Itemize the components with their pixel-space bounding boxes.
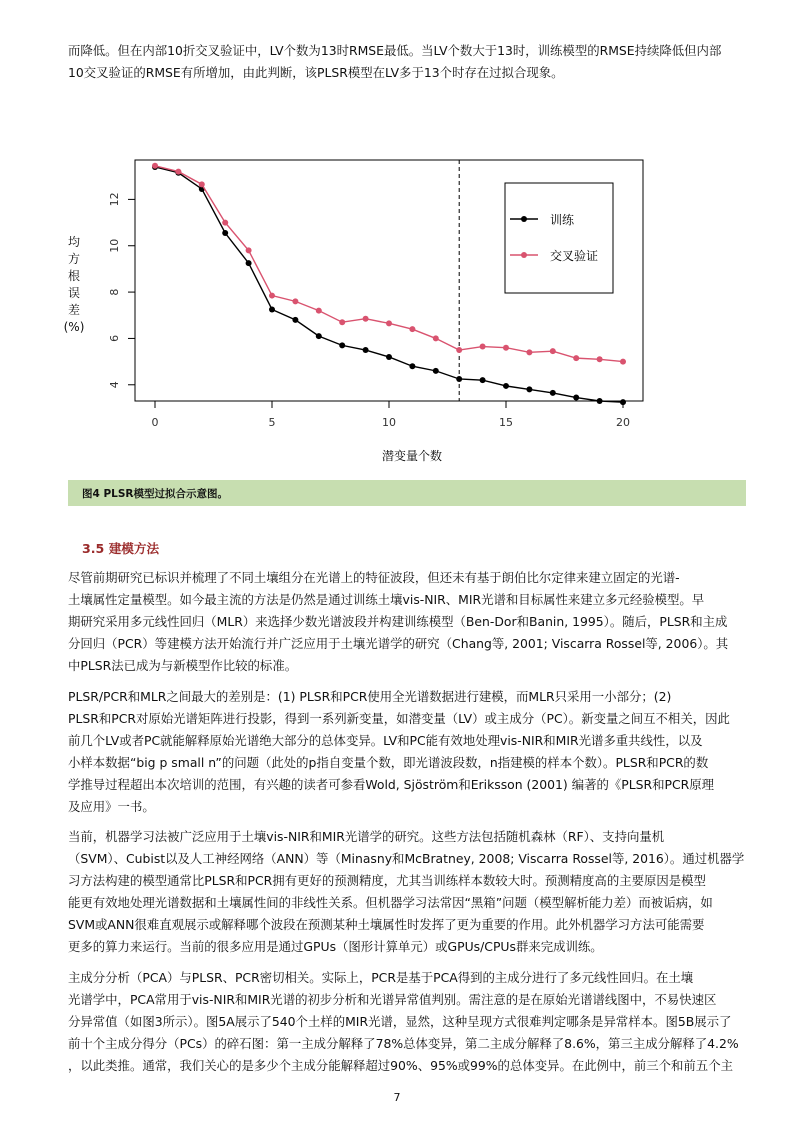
series-point-0 <box>409 363 415 369</box>
legend-marker-train <box>521 216 527 222</box>
series-point-0 <box>550 390 556 396</box>
series-point-1 <box>292 298 298 304</box>
series-point-1 <box>199 181 205 187</box>
series-point-1 <box>152 163 158 169</box>
series-point-1 <box>386 320 392 326</box>
y-axis-label-char: 方 <box>67 252 81 266</box>
series-point-0 <box>316 333 322 339</box>
series-point-1 <box>339 319 345 325</box>
legend-label-cv: 交叉验证 <box>550 249 599 263</box>
series-point-0 <box>222 230 228 236</box>
x-tick-label: 0 <box>151 416 159 429</box>
y-axis-label-char: (%) <box>63 320 85 334</box>
y-tick-label: 10 <box>108 238 121 253</box>
text-line: 前几个LV或者PC就能解释原始光谱绝大部分的总体变异。LV和PC能有效地处理vis-NIR和MIR光谱多重共线性，以及 <box>68 733 703 748</box>
series-point-1 <box>480 344 486 350</box>
legend <box>505 183 613 293</box>
text-line: 而降低。但在内部10折交叉验证中，LV个数为13时RMSE最低。当LV个数大于13时，训练模型的RMSE持续降低但内部 <box>68 43 722 58</box>
text-line: SVM或ANN很难直观展示或解释哪个波段在预测某种土壤属性时发挥了更为重要的作用。此外机器学习方法可能需要 <box>68 917 705 932</box>
y-tick-label: 4 <box>108 381 121 389</box>
series-point-1 <box>503 345 509 351</box>
text-line: 及应用》一书。 <box>68 799 155 814</box>
series-point-1 <box>269 293 275 299</box>
paragraph <box>68 967 754 1077</box>
y-tick-label: 6 <box>108 334 121 342</box>
y-axis-label <box>64 235 85 334</box>
text-line: 习方法构建的模型通常比PLSR和PCR拥有更好的预测精度，尤其当训练样本数较大时。预测精度高的主要原因是模型 <box>68 873 706 888</box>
series-point-1 <box>433 335 439 341</box>
text-line: 分异常值（如图3所示）。图5A展示了540个土样的MIR光谱，显然，这种呈现方式很难判定哪条是异常样本。图5B展示了 <box>68 1014 732 1029</box>
series-point-1 <box>526 349 532 355</box>
text-line: 10交叉验证的RMSE有所增加，由此判断，该PLSR模型在LV多于13个时存在过拟合现象。 <box>68 65 564 80</box>
series-point-0 <box>526 386 532 392</box>
paragraph <box>68 826 754 958</box>
text-line: 能更有效地处理光谱数据和土壤属性间的非线性关系。但机器学习法常因“黑箱”问题（模型解析能力差）而被诟病，如 <box>68 895 713 910</box>
series-point-1 <box>573 355 579 361</box>
series-point-0 <box>363 347 369 353</box>
text-line: 光谱学中，PCA常用于vis-NIR和MIR光谱的初步分析和光谱异常值判别。需注意的是在原始光谱谱线图中，不易快速区 <box>68 992 717 1007</box>
series-point-0 <box>433 368 439 374</box>
section-title: 3.5 建模方法 <box>82 541 160 556</box>
paragraph <box>68 567 754 677</box>
page-number: 7 <box>393 1091 401 1104</box>
legend-box <box>505 183 613 293</box>
text-line: （SVM）、Cubist以及人工神经网络（ANN）等（Minasny和McBratney, 2008; Viscarra Rossel等, 2016）。通过机器学 <box>68 851 745 866</box>
series-point-0 <box>573 395 579 401</box>
series-point-0 <box>503 383 509 389</box>
series-point-1 <box>175 169 181 175</box>
legend-label-train: 训练 <box>550 213 575 227</box>
series-point-1 <box>456 347 462 353</box>
series-point-0 <box>269 306 275 312</box>
text-line: PLSR/PCR和MLR之间最大的差别是：(1) PLSR和PCR使用全光谱数据进行建模，而MLR只采用一小部分；(2) <box>68 689 672 704</box>
series-point-1 <box>409 326 415 332</box>
y-axis-label-char: 误 <box>67 286 81 300</box>
series-point-1 <box>550 348 556 354</box>
series-point-0 <box>597 398 603 404</box>
y-axis-label-char: 根 <box>67 269 81 283</box>
figure-caption-box <box>68 480 746 506</box>
x-tick-label: 20 <box>616 416 630 429</box>
x-tick-label: 15 <box>499 416 513 429</box>
text-line: 主成分分析（PCA）与PLSR、PCR密切相关。实际上，PCR是基于PCA得到的主成分进行了多元线性回归。在土壤 <box>68 970 694 985</box>
paragraph <box>68 686 754 818</box>
series-point-0 <box>620 399 626 405</box>
series-point-1 <box>246 247 252 253</box>
series-point-1 <box>316 308 322 314</box>
series-point-0 <box>480 377 486 383</box>
x-axis-label: 潜变量个数 <box>381 449 443 463</box>
text-line: 小样本数据“big p small n”的问题（此处的p指自变量个数，即光谱波段数，n指建模的样本个数）。PLSR和PCR的数 <box>68 755 709 770</box>
legend-marker-cv <box>521 252 527 258</box>
text-line: 当前，机器学习法被广泛应用于土壤vis-NIR和MIR光谱学的研究。这些方法包括随机森林（RF）、支持向量机 <box>68 829 665 844</box>
x-tick-label: 5 <box>268 416 276 429</box>
text-line: 更多的算力来运行。当前的很多应用是通过GPUs（图形计算单元）或GPUs/CPUs群来完成训练。 <box>68 939 603 954</box>
series-point-1 <box>620 359 626 365</box>
text-line: ，以此类推。通常，我们关心的是多少个主成分能解释超过90%、95%或99%的总体变异。在此例中，前三个和前五个主 <box>68 1058 733 1073</box>
intro-paragraph <box>68 40 754 84</box>
y-tick-label: 8 <box>108 288 121 296</box>
text-line: 分回归（PCR）等建模方法开始流行并广泛应用于土壤光谱学的研究（Chang等, 2001; Viscarra Rossel等, 2006）。其 <box>68 636 729 651</box>
text-line: PLSR和PCR对原始光谱矩阵进行投影，得到一系列新变量，如潜变量（LV）或主成分（PC）。新变量之间互不相关，因此 <box>68 711 730 726</box>
series-point-1 <box>597 356 603 362</box>
series-point-0 <box>292 317 298 323</box>
text-line: 前十个主成分得分（PCs）的碎石图：第一主成分解释了78%总体变异，第二主成分解释了8.6%，第三主成分解释了4.2% <box>68 1036 739 1051</box>
text-line: 学推导过程超出本次培训的范围，有兴趣的读者可参看Wold, Sjöström和Eriksson (2001) 编著的《PLSR和PCR原理 <box>68 777 715 792</box>
series-point-0 <box>386 354 392 360</box>
series-point-1 <box>222 220 228 226</box>
series-point-0 <box>339 342 345 348</box>
text-line: 期研究采用多元线性回归（MLR）来选择少数光谱波段并构建训练模型（Ben-Dor和Banin, 1995）。随后，PLSR和主成 <box>68 614 728 629</box>
series-point-0 <box>246 260 252 266</box>
series-point-0 <box>456 376 462 382</box>
y-axis-label-char: 均 <box>67 235 81 249</box>
x-tick-label: 10 <box>382 416 396 429</box>
series-point-1 <box>363 316 369 322</box>
text-line: 尽管前期研究已标识并梳理了不同土壤组分在光谱上的特征波段，但还未有基于朗伯比尔定律来建立固定的光谱- <box>68 570 680 585</box>
figure-caption: 图4 PLSR模型过拟合示意图。 <box>82 488 228 500</box>
text-line: 中PLSR法已成为与新模型作比较的标准。 <box>68 658 298 673</box>
y-tick-label: 12 <box>108 192 121 207</box>
y-axis-label-char: 差 <box>67 303 81 317</box>
text-line: 土壤属性定量模型。如今最主流的方法是仍然是通过训练土壤vis-NIR、MIR光谱和目标属性来建立多元经验模型。早 <box>68 592 705 607</box>
overfitting-chart <box>60 150 740 470</box>
